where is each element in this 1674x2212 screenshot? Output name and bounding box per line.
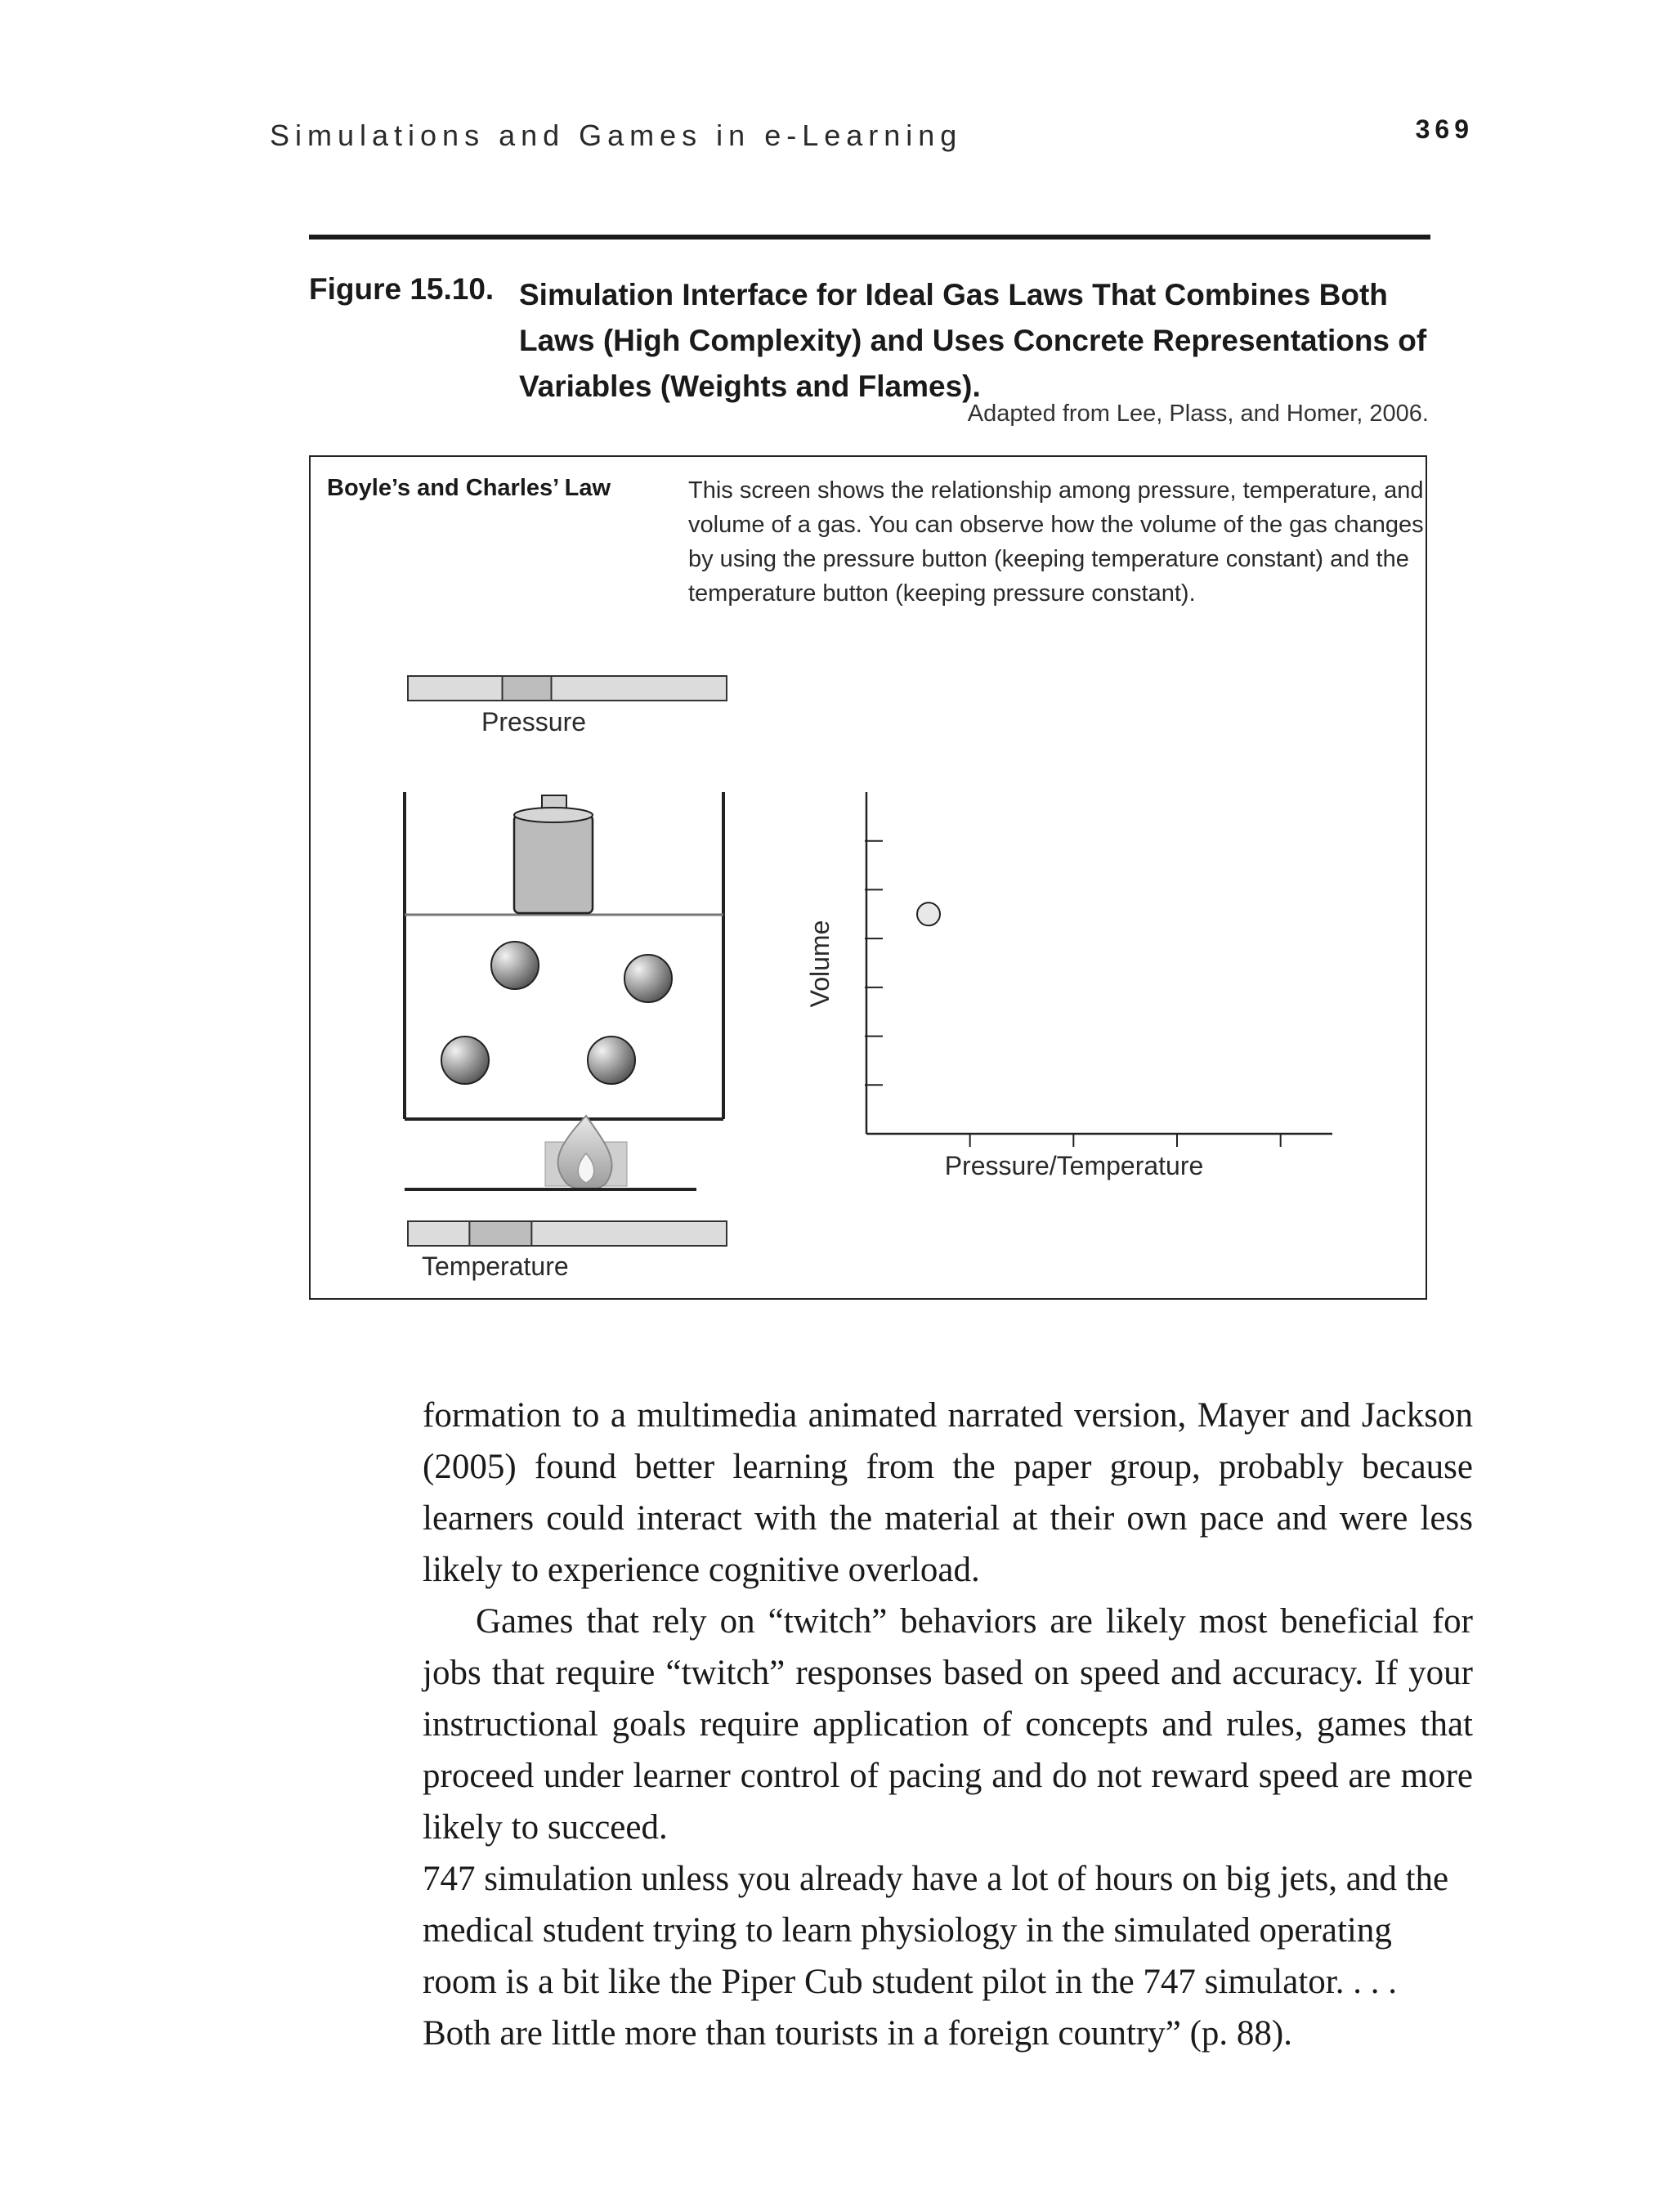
body-paragraph-3: 747 simulation unless you already have a lot of hours on big jets, and the medical student trying to learn physiology in the simulated operating room is a bit like the Piper Cub student pilot in the 747 simulator. . . . Both are little more than tourists in a foreign country” (p. 88). (423, 1860, 1449, 2053)
chart-points (917, 902, 940, 925)
volume-chart (801, 792, 1373, 1180)
chart-y-label: Volume (805, 920, 835, 1008)
figure-source: Adapted from Lee, Plass, and Homer, 2006. (967, 401, 1429, 427)
chart-x-label: Pressure/Temperature (944, 1151, 1204, 1180)
pressure-slider-track (408, 676, 727, 701)
simulation-panel (309, 455, 1427, 1300)
figure-label: Figure 15.10. (309, 272, 495, 306)
flame-icon (545, 1116, 627, 1190)
body-text (423, 1390, 1473, 2059)
pressure-label: Pressure (481, 707, 587, 737)
temperature-slider-track (408, 1221, 727, 1246)
pressure-slider[interactable] (408, 676, 728, 702)
body-paragraph-1: formation to a multimedia animated narrated version, Mayer and Jackson (2005) found better learning from the paper group, probably because learners could interact with the material at their own pace and were less likely to experience cognitive overload. (423, 1396, 1473, 1589)
temperature-slider[interactable] (408, 1221, 728, 1247)
chart-data-point (917, 902, 940, 925)
chart-y-ticks (865, 841, 883, 1086)
chart-x-ticks (970, 1134, 1281, 1147)
gas-molecule (588, 1037, 635, 1084)
temperature-label: Temperature (422, 1252, 569, 1281)
simulation-description: This screen shows the relationship among pressure, temperature, and volume of a gas. You can observe how the volume of the gas changes by using the pressure button (keeping temperature constant) and the temperature button (keeping pressure constant). (688, 477, 1424, 607)
simulation-heading: Boyle’s and Charles’ Law (327, 475, 611, 501)
gas-molecule (441, 1037, 489, 1084)
gas-container (405, 792, 740, 1234)
body-paragraph-2: Games that rely on “twitch” behaviors are likely most beneficial for jobs that require “twitch” responses based on speed and accuracy. If your instructional goals require application of concepts and rules, games that proceed under learner control of pacing and do not reward speed are more likely to succeed. (423, 1602, 1473, 1847)
running-head: Simulations and Games in e-Learning (270, 119, 963, 152)
page-number: 369 (1415, 114, 1474, 144)
figure-title: Simulation Interface for Ideal Gas Laws That Combines Both Laws (High Complexity) and Uses Concrete Representations of Variables (Weights and Flames). (519, 278, 1427, 403)
figure-top-rule (309, 235, 1430, 240)
gas-molecule (491, 942, 539, 989)
pressure-slider-thumb[interactable] (503, 676, 552, 701)
gas-molecule (624, 955, 672, 1002)
weight-icon (514, 795, 593, 913)
temperature-slider-thumb[interactable] (469, 1221, 531, 1246)
